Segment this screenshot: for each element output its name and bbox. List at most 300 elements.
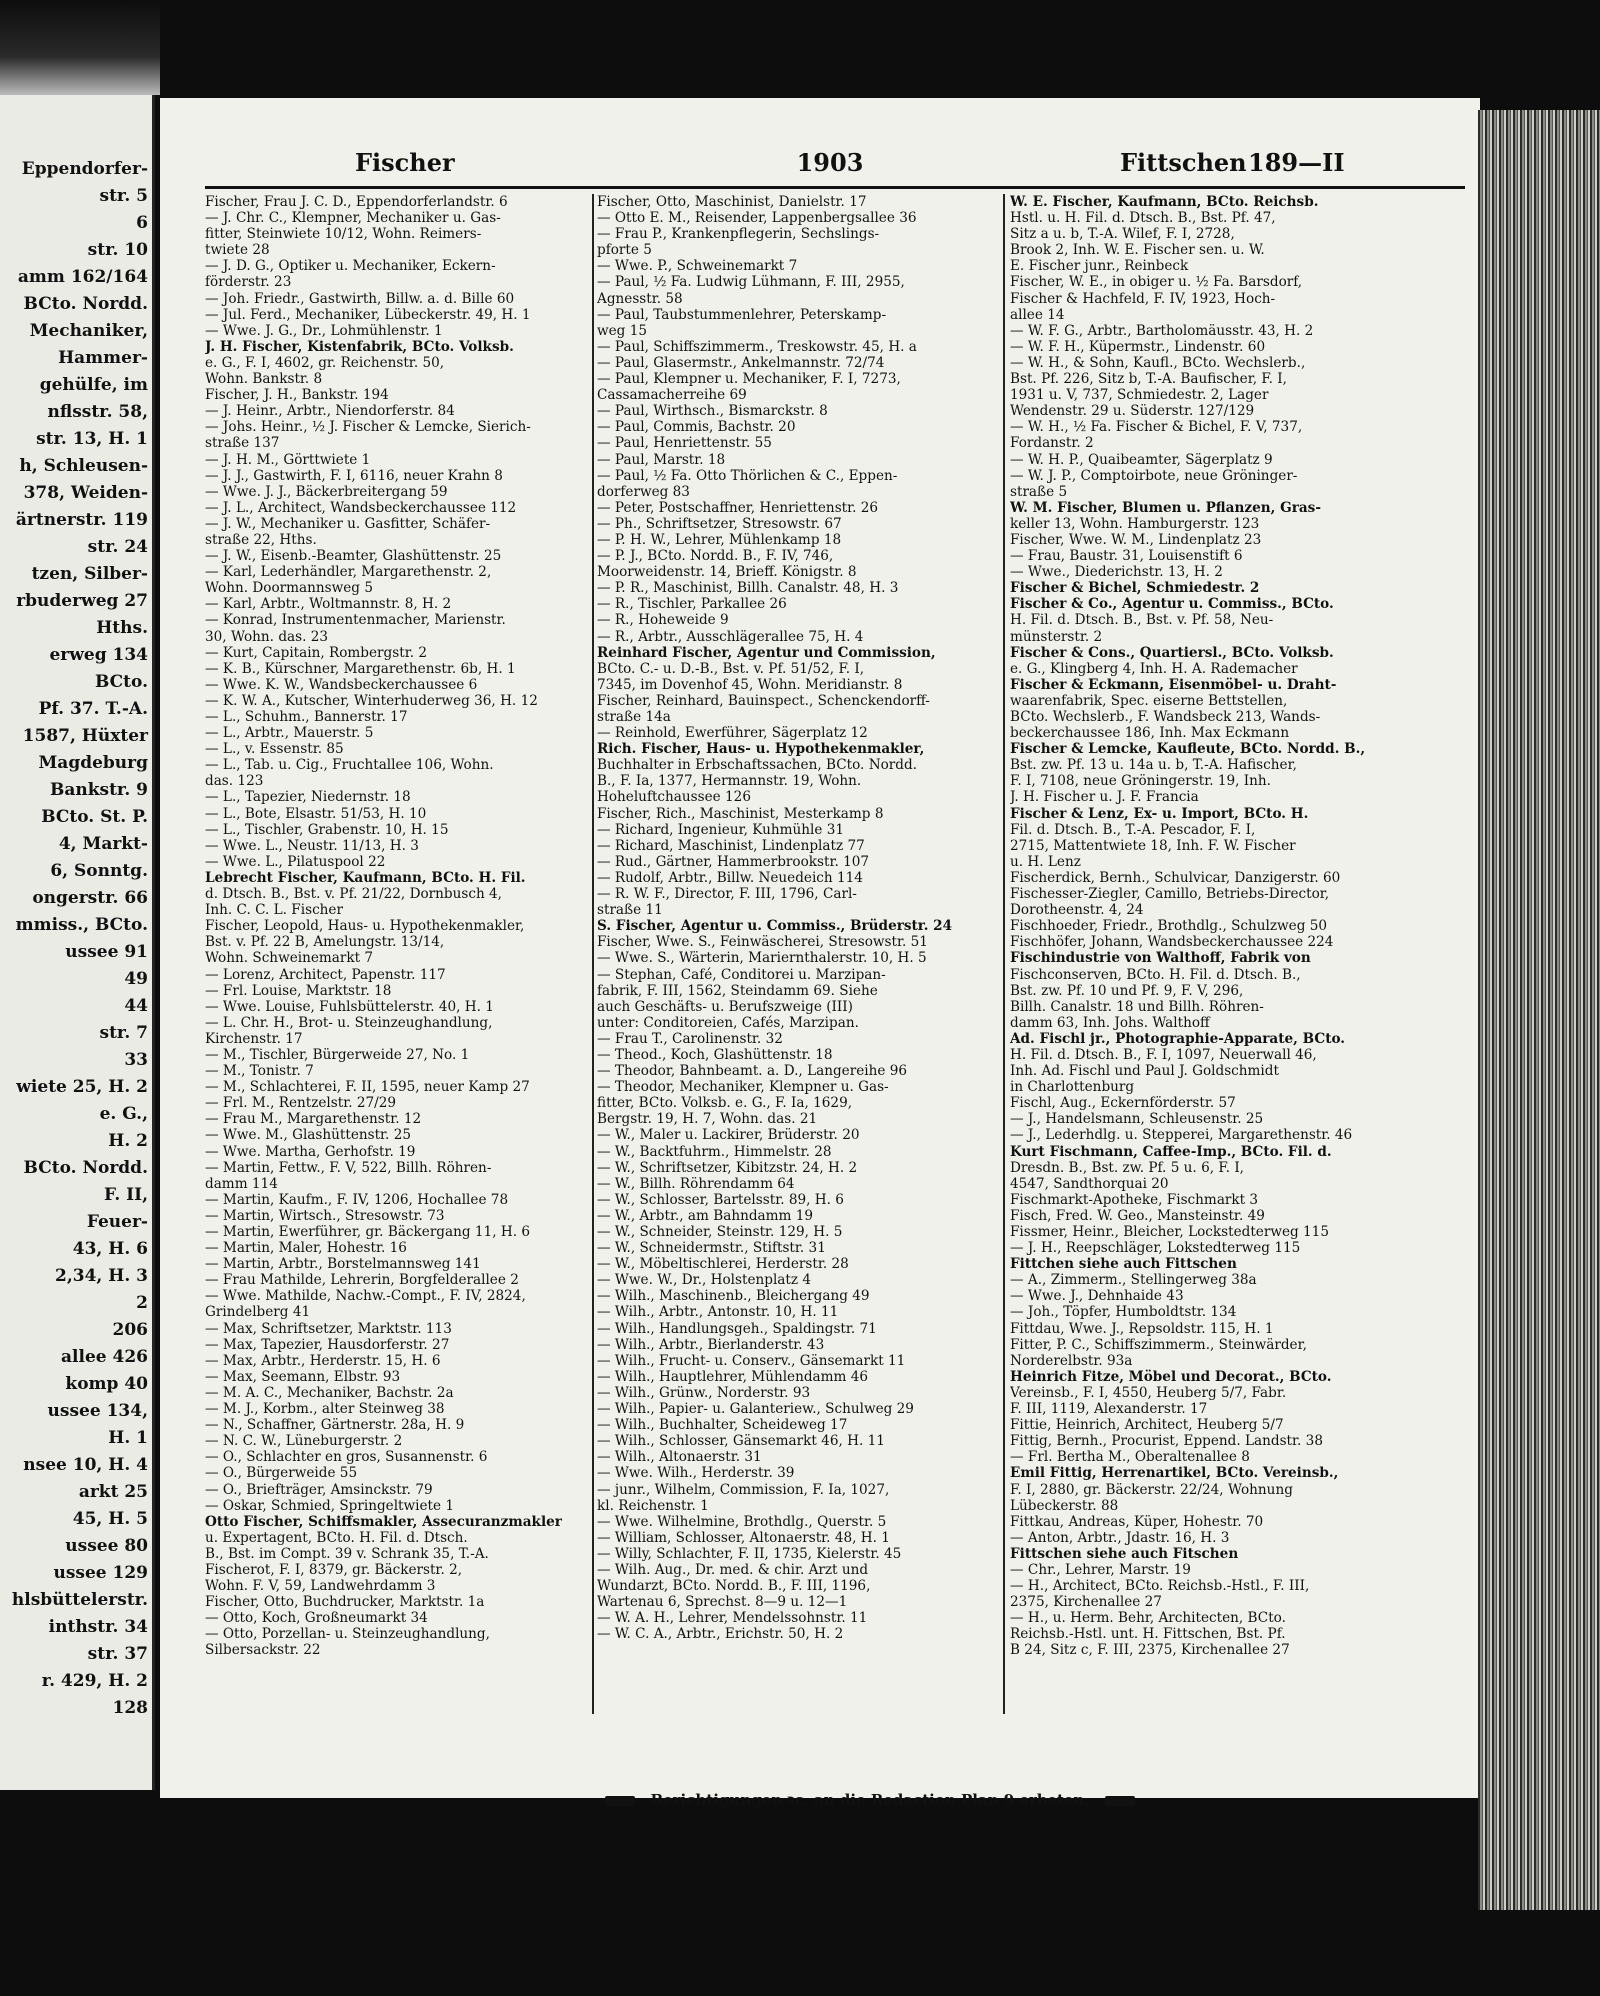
- directory-entry: — J. W., Eisenb.-Beamter, Glashüttenstr. 25: [205, 548, 502, 565]
- directory-entry: — Konrad, Instrumentenmacher, Marienstr.: [205, 612, 506, 629]
- footer-note: Berichtigungen ꝛc. an die Redaction Plan 9 erbeten.: [650, 1791, 1090, 1809]
- directory-entry: — Reinhold, Ewerführer, Sägerplatz 12: [597, 725, 868, 742]
- directory-entry: d. Dtsch. B., Bst. v. Pf. 21/22, Dornbusch 4,: [205, 886, 503, 903]
- directory-entry: W. M. Fischer, Blumen u. Pflanzen, Gras-: [1010, 499, 1321, 516]
- directory-entry: Fittie, Heinrich, Architect, Heuberg 5/7: [1010, 1417, 1284, 1434]
- left-page-line: inthstr. 34: [48, 1617, 148, 1637]
- directory-entry: — R. W. F., Director, F. III, 1796, Carl-: [597, 886, 857, 903]
- directory-entry: waarenfabrik, Spec. eiserne Bettstellen,: [1010, 692, 1288, 709]
- directory-entry: das. 123: [205, 773, 264, 790]
- directory-entry: — W., Arbtr., am Bahndamm 19: [597, 1207, 814, 1224]
- left-page-line: nsee 10, H. 4: [23, 1455, 148, 1475]
- directory-entry: — Theodor, Bahnbeamt. a. D., Langereihe 96: [597, 1063, 908, 1080]
- directory-entry: — Martin, Arbtr., Borstelmannsweg 141: [205, 1256, 481, 1273]
- book-edge: [1478, 110, 1600, 1910]
- pointing-hand-icon: [1105, 1796, 1135, 1806]
- left-page-line: Pf. 37. T.-A.: [38, 699, 148, 719]
- directory-entry: — Max, Seemann, Elbstr. 93: [205, 1368, 401, 1385]
- directory-entry: — Wwe. J. J., Bäckerbreitergang 59: [205, 483, 448, 500]
- left-page-line: 4, Markt-: [58, 834, 148, 854]
- directory-entry: unter: Conditoreien, Cafés, Marzipan.: [597, 1014, 859, 1031]
- directory-entry: weg 15: [597, 322, 648, 339]
- header-rule: [205, 186, 1465, 189]
- header-left-headword: Fischer: [355, 148, 455, 177]
- directory-entry: — Frl. Bertha M., Oberaltenallee 8: [1010, 1449, 1250, 1466]
- directory-entry: — R., Arbtr., Ausschlägerallee 75, H. 4: [597, 628, 864, 645]
- directory-entry: — M., Tonistr. 7: [205, 1063, 314, 1080]
- left-page-line: BCto. Nordd.: [23, 294, 148, 314]
- directory-entry: Hstl. u. H. Fil. d. Dtsch. B., Bst. Pf. 47,: [1010, 210, 1276, 227]
- directory-entry: Fischer, Reinhard, Bauinspect., Schenckendorff-: [597, 692, 930, 709]
- left-page-line: 44: [124, 996, 148, 1016]
- directory-entry: Ad. Fischl jr., Photographie-Apparate, BCto.: [1010, 1030, 1346, 1047]
- directory-entry: Otto Fischer, Schiffsmakler, Assecuranzmakler: [205, 1513, 562, 1530]
- directory-entry: Lübeckerstr. 88: [1010, 1497, 1119, 1514]
- left-page-line: F. II,: [103, 1185, 148, 1205]
- directory-entry: — Wwe. J., Dehnhaide 43: [1010, 1288, 1184, 1305]
- directory-entry: — J. H., Reepschläger, Lokstedterweg 115: [1010, 1240, 1301, 1257]
- directory-entry: — Karl, Lederhändler, Margarethenstr. 2,: [205, 564, 492, 581]
- left-page-line: BCto. Nordd.: [23, 1158, 148, 1178]
- directory-entry: Wendenstr. 29 u. Süderstr. 127/129: [1010, 403, 1255, 420]
- directory-entry: — J. H. M., Görttwiete 1: [205, 451, 371, 468]
- directory-entry: — Frau Mathilde, Lehrerin, Borgfelderallee 2: [205, 1272, 519, 1289]
- directory-entry: — William, Schlosser, Altonaerstr. 48, H. 1: [597, 1529, 890, 1546]
- directory-entry: — Wwe. Louise, Fuhlsbüttelerstr. 40, H. 1: [205, 998, 494, 1015]
- directory-entry: B., F. Ia, 1377, Hermannstr. 19, Wohn.: [597, 773, 862, 790]
- left-page-line: 128: [112, 1698, 148, 1718]
- directory-entry: Billh. Canalstr. 18 und Billh. Röhren-: [1010, 998, 1264, 1015]
- directory-entry: Reichsb.-Hstl. unt. H. Fittschen, Bst. Pf.: [1010, 1626, 1286, 1643]
- directory-entry: — Martin, Maler, Hohestr. 16: [205, 1240, 407, 1257]
- directory-entry: Bst. zw. Pf. 10 und Pf. 9, F. V, 296,: [1010, 982, 1244, 999]
- directory-entry: — Rud., Gärtner, Hammerbrookstr. 107: [597, 853, 870, 870]
- directory-entry: Fischer & Eckmann, Eisenmöbel- u. Draht-: [1010, 676, 1337, 693]
- left-page-line: str. 37: [87, 1644, 148, 1664]
- directory-entry: pforte 5: [597, 242, 652, 259]
- left-page-line: 378, Weiden-: [23, 483, 148, 503]
- directory-entry: — L. Chr. H., Brot- u. Steinzeughandlung,: [205, 1014, 493, 1031]
- left-page-line: hlsbüttelerstr.: [11, 1590, 148, 1610]
- directory-entry: in Charlottenburg: [1010, 1079, 1135, 1096]
- directory-entry: — Karl, Arbtr., Woltmannstr. 8, H. 2: [205, 596, 452, 613]
- left-page-line: Eppendorfer-: [21, 159, 148, 179]
- directory-entry: Fischer, W. E., in obiger u. ½ Fa. Barsdorf,: [1010, 274, 1303, 291]
- directory-entry: — junr., Wilhelm, Commission, F. Ia, 1027,: [597, 1481, 890, 1498]
- directory-entry: Agnesstr. 58: [597, 290, 683, 307]
- directory-entry: — J. W., Mechaniker u. Gasfitter, Schäfer-: [205, 515, 491, 532]
- left-page-line: e. G.,: [99, 1104, 148, 1124]
- directory-entry: — Wilh., Frucht- u. Conserv., Gänsemarkt 11: [597, 1352, 906, 1369]
- directory-entry: — Anton, Arbtr., Jdastr. 16, H. 3: [1010, 1529, 1230, 1546]
- directory-entry: straße 137: [205, 435, 280, 452]
- directory-entry: J. H. Fischer, Kistenfabrik, BCto. Volksb.: [205, 338, 514, 355]
- directory-entry: — Paul, Taubstummenlehrer, Peterskamp-: [597, 306, 887, 323]
- directory-entry: 2715, Mattentwiete 18, Inh. F. W. Fischer: [1010, 837, 1296, 854]
- directory-entry: — Wwe. P., Schweinemarkt 7: [597, 258, 798, 275]
- directory-entry: — Martin, Fettw., F. V, 522, Billh. Röhren-: [205, 1159, 492, 1176]
- left-page-line: ärtnerstr. 119: [15, 510, 148, 530]
- directory-entry: 30, Wohn. das. 23: [205, 628, 329, 645]
- directory-entry: — Wwe. S., Wärterin, Mariernthalerstr. 10, H. 5: [597, 950, 927, 967]
- directory-entry: — R., Tischler, Parkallee 26: [597, 596, 787, 613]
- directory-entry: — Wilh., Grünw., Norderstr. 93: [597, 1384, 811, 1401]
- directory-entry: — Wilh., Papier- u. Galanteriew., Schulweg 29: [597, 1401, 914, 1418]
- directory-entry: — W. H., & Sohn, Kaufl., BCto. Wechslerb.,: [1010, 354, 1306, 371]
- left-page-line: Magdeburg: [38, 753, 148, 773]
- directory-entry: Fischhoeder, Friedr., Brothdlg., Schulzweg 50: [1010, 918, 1328, 935]
- left-page-line: str. 13, H. 1: [36, 429, 148, 449]
- page-footer: [370, 1790, 1370, 1810]
- directory-entry: Fittig, Bernh., Procurist, Eppend. Landstr. 38: [1010, 1433, 1323, 1450]
- directory-entry: — Richard, Maschinist, Lindenplatz 77: [597, 837, 865, 854]
- left-page-line: BCto.: [94, 672, 148, 692]
- directory-entry: — Wwe. Wilhelmine, Brothdlg., Querstr. 5: [597, 1513, 887, 1530]
- directory-entry: — Richard, Ingenieur, Kuhmühle 31: [597, 821, 845, 838]
- left-page-line: BCto. St. P.: [41, 807, 148, 827]
- directory-entry: Brook 2, Inh. W. E. Fischer sen. u. W.: [1010, 242, 1265, 259]
- left-page-line: amm 162/164: [17, 267, 148, 287]
- directory-entry: B 24, Sitz c, F. III, 2375, Kirchenallee 27: [1010, 1642, 1290, 1659]
- directory-entry: — Lorenz, Architect, Papenstr. 117: [205, 966, 446, 983]
- directory-entry: beckerchaussee 186, Inh. Max Eckmann: [1010, 725, 1290, 742]
- left-page-line: tzen, Silber-: [31, 564, 148, 584]
- directory-entry: — Frl. M., Rentzelstr. 27/29: [205, 1095, 397, 1112]
- directory-entry: fabrik, F. III, 1562, Steindamm 69. Siehe: [597, 982, 878, 999]
- directory-entry: — Paul, Klempner u. Mechaniker, F. I, 7273,: [597, 371, 901, 388]
- directory-entry: — H., Architect, BCto. Reichsb.-Hstl., F. III,: [1010, 1578, 1310, 1595]
- column-divider: [592, 194, 594, 1714]
- directory-entry: Fischer, Wwe. S., Feinwäscherei, Stresowstr. 51: [597, 934, 928, 951]
- directory-entry: 2375, Kirchenallee 27: [1010, 1594, 1162, 1611]
- directory-entry: Fischer, Leopold, Haus- u. Hypothekenmakler,: [205, 918, 525, 935]
- column-divider: [1003, 194, 1005, 1714]
- left-page-line: wiete 25, H. 2: [16, 1077, 148, 1097]
- directory-entry: — J. Chr. C., Klempner, Mechaniker u. Gas-: [205, 210, 501, 227]
- directory-entry: Fischerdick, Bernh., Schulvicar, Danzigerstr. 60: [1010, 869, 1341, 886]
- directory-entry: Fissmer, Heinr., Bleicher, Lockstedterweg 115: [1010, 1224, 1329, 1240]
- left-page-line: 206: [112, 1320, 148, 1340]
- directory-entry: — Wwe. M., Glashüttenstr. 25: [205, 1127, 411, 1144]
- column-1: [205, 194, 605, 1714]
- directory-entry: — K. B., Kürschner, Margarethenstr. 6b, H. 1: [205, 660, 516, 677]
- left-page-line: erweg 134: [49, 645, 148, 665]
- directory-entry: Fittkau, Andreas, Küper, Hohestr. 70: [1010, 1513, 1264, 1530]
- directory-entry: — L., Tab. u. Cig., Fruchtallee 106, Wohn.: [205, 757, 494, 774]
- directory-entry: — Frau, Baustr. 31, Louisenstift 6: [1010, 548, 1243, 565]
- directory-entry: e. G., F. I, 4602, gr. Reichenstr. 50,: [205, 354, 445, 371]
- left-page-line: str. 10: [87, 240, 148, 260]
- header-year: 1903: [796, 148, 864, 177]
- directory-entry: — Wwe. L., Pilatuspool 22: [205, 853, 386, 870]
- directory-entry: J. H. Fischer u. J. F. Francia: [1010, 789, 1199, 806]
- left-page-line: ussee 134,: [47, 1401, 148, 1421]
- directory-entry: — Wwe. J. G., Dr., Lohmühlenstr. 1: [205, 322, 443, 339]
- left-page-line: Feuer-: [86, 1212, 148, 1232]
- directory-entry: Fischer, Rich., Maschinist, Mesterkamp 8: [597, 805, 884, 822]
- directory-entry: u. Expertagent, BCto. H. Fil. d. Dtsch.: [205, 1529, 468, 1546]
- directory-entry: — Max, Schriftsetzer, Marktstr. 113: [205, 1320, 452, 1337]
- directory-entry: — J., Handelsmann, Schleusenstr. 25: [1010, 1111, 1264, 1128]
- directory-entry: Fischer, Otto, Buchdrucker, Marktstr. 1a: [205, 1594, 485, 1611]
- directory-entry: u. H. Lenz: [1010, 853, 1081, 870]
- directory-entry: Grindelberg 41: [205, 1304, 311, 1321]
- directory-entry: Fischer & Hachfeld, F. IV, 1923, Hoch-: [1010, 290, 1276, 307]
- directory-entry: Bst. zw. Pf. 13 u. 14a u. b, T.-A. Hafischer,: [1010, 757, 1297, 774]
- directory-entry: kl. Reichenstr. 1: [597, 1497, 709, 1514]
- directory-entry: straße 11: [597, 902, 663, 919]
- directory-entry: — L., Arbtr., Mauerstr. 5: [205, 725, 374, 742]
- directory-entry: Bst. Pf. 226, Sitz b, T.-A. Baufischer, F. I,: [1010, 371, 1287, 388]
- left-page-line: 1587, Hüxter: [22, 726, 148, 746]
- left-page-line: 6, Sonntg.: [50, 861, 148, 881]
- directory-entry: förderstr. 23: [205, 274, 292, 291]
- directory-entry: 4547, Sandthorquai 20: [1010, 1175, 1169, 1192]
- directory-entry: Cassamacherreihe 69: [597, 387, 747, 404]
- directory-entry: — Oskar, Schmied, Springeltwiete 1: [205, 1497, 455, 1514]
- directory-entry: — Paul, Commis, Bachstr. 20: [597, 419, 796, 436]
- column-2: [597, 194, 989, 1714]
- directory-entry: straße 14a: [597, 709, 671, 725]
- directory-entry: — W., Maler u. Lackirer, Brüderstr. 20: [597, 1127, 860, 1144]
- directory-entry: — Frau P., Krankenpflegerin, Sechslings-: [597, 226, 880, 243]
- directory-entry: — W. C. A., Arbtr., Erichstr. 50, H. 2: [597, 1626, 844, 1643]
- directory-entry: — Frau M., Margarethenstr. 12: [205, 1111, 422, 1128]
- column-3: [1010, 194, 1420, 1714]
- directory-entry: — W., Schlosser, Bartelsstr. 89, H. 6: [597, 1191, 844, 1208]
- directory-entry: Heinrich Fitze, Möbel und Decorat., BCto.: [1010, 1368, 1332, 1385]
- directory-entry: — J. L., Architect, Wandsbeckerchaussee 112: [205, 499, 517, 516]
- directory-entry: — M. J., Korbm., alter Steinweg 38: [205, 1401, 445, 1418]
- directory-entry: — Wilh., Schlosser, Gänsemarkt 46, H. 11: [597, 1433, 885, 1450]
- directory-entry: — Wwe. Martha, Gerhofstr. 19: [205, 1143, 416, 1160]
- left-page-line: ussee 129: [53, 1563, 148, 1583]
- left-page-line: 43, H. 6: [72, 1239, 148, 1259]
- directory-entry: Fischerot, F. I, 8379, gr. Bäckerstr. 2,: [205, 1561, 463, 1578]
- directory-entry: Fischconserven, BCto. H. Fil. d. Dtsch. B.,: [1010, 966, 1301, 983]
- directory-entry: — Wilh. Aug., Dr. med. & chir. Arzt und: [597, 1561, 869, 1578]
- left-page-line: 2: [136, 1293, 148, 1313]
- directory-entry: Fischer & Co., Agentur u. Commiss., BCto.: [1010, 596, 1334, 613]
- directory-entry: Fischl, Aug., Eckernförderstr. 57: [1010, 1095, 1236, 1112]
- directory-entry: — W., Schneidermstr., Stiftstr. 31: [597, 1240, 826, 1257]
- left-page-line: h, Schleusen-: [19, 456, 148, 476]
- directory-entry: BCto. Wechslerb., F. Wandsbeck 213, Wands-: [1010, 709, 1321, 725]
- directory-entry: — R., Hoheweide 9: [597, 612, 729, 629]
- directory-entry: fitter, BCto. Volksb. e. G., F. Ia, 1629,: [597, 1095, 853, 1112]
- directory-entry: Fisch, Fred. W. Geo., Mansteinstr. 49: [1010, 1207, 1265, 1224]
- directory-entry: — Wilh., Arbtr., Antonstr. 10, H. 11: [597, 1304, 839, 1321]
- directory-entry: — W. F. H., Küpermstr., Lindenstr. 60: [1010, 338, 1266, 355]
- directory-entry: — Wwe. Mathilde, Nachw.-Compt., F. IV, 2824,: [205, 1288, 526, 1305]
- directory-entry: — P. J., BCto. Nordd. B., F. IV, 746,: [597, 548, 834, 565]
- directory-entry: F. III, 1119, Alexanderstr. 17: [1010, 1401, 1208, 1418]
- directory-entry: — L., Tischler, Grabenstr. 10, H. 15: [205, 821, 449, 838]
- directory-entry: Buchhalter in Erbschaftssachen, BCto. Nordd.: [597, 757, 917, 774]
- directory-entry: E. Fischer junr., Reinbeck: [1010, 258, 1189, 275]
- directory-entry: — Wwe. Wilh., Herderstr. 39: [597, 1465, 795, 1482]
- directory-entry: Fordanstr. 2: [1010, 435, 1094, 452]
- directory-entry: fitter, Steinwiete 10/12, Wohn. Reimers-: [205, 226, 482, 243]
- directory-entry: Norderelbstr. 93a: [1010, 1352, 1133, 1369]
- directory-entry: — J., Lederhdlg. u. Stepperei, Margarethenstr. 46: [1010, 1127, 1353, 1144]
- directory-entry: — M. A. C., Mechaniker, Bachstr. 2a: [205, 1384, 454, 1401]
- directory-entry: Fitter, P. C., Schiffszimmerm., Steinwärder,: [1010, 1336, 1307, 1353]
- directory-entry: — Wwe., Diederichstr. 13, H. 2: [1010, 564, 1223, 581]
- directory-entry: W. E. Fischer, Kaufmann, BCto. Reichsb.: [1010, 194, 1319, 210]
- directory-entry: — Frl. Louise, Marktstr. 18: [205, 982, 392, 999]
- directory-entry: — A., Zimmerm., Stellingerweg 38a: [1010, 1272, 1257, 1289]
- directory-entry: — Wilh., Handlungsgeh., Spaldingstr. 71: [597, 1320, 877, 1337]
- directory-entry: Dresdn. B., Bst. zw. Pf. 5 u. 6, F. I,: [1010, 1159, 1245, 1176]
- directory-entry: Fischmarkt-Apotheke, Fischmarkt 3: [1010, 1191, 1259, 1208]
- directory-entry: allee 14: [1010, 306, 1065, 323]
- directory-entry: Fischer, Frau J. C. D., Eppendorferlandstr. 6: [205, 194, 508, 210]
- directory-entry: — Martin, Ewerführer, gr. Bäckergang 11, H. 6: [205, 1224, 530, 1240]
- directory-entry: münsterstr. 2: [1010, 628, 1103, 645]
- directory-entry: Fischhöfer, Johann, Wandsbeckerchaussee 224: [1010, 934, 1334, 951]
- directory-entry: Inh. C. C. L. Fischer: [205, 902, 343, 919]
- directory-entry: Wundarzt, BCto. Nordd. B., F. III, 1196,: [597, 1578, 871, 1595]
- directory-entry: — M., Schlachterei, F. II, 1595, neuer Kamp 27: [205, 1079, 530, 1096]
- directory-entry: — Peter, Postschaffner, Henriettenstr. 26: [597, 499, 879, 516]
- left-page-line: ussee 80: [65, 1536, 148, 1556]
- left-page-fragment: [0, 95, 155, 1790]
- directory-entry: — W., Schneider, Steinstr. 129, H. 5: [597, 1224, 843, 1240]
- directory-entry: — Wilh., Buchhalter, Scheideweg 17: [597, 1417, 848, 1434]
- directory-entry: B., Bst. im Compt. 39 v. Schrank 35, T.-A.: [205, 1545, 489, 1562]
- directory-entry: Fischer & Cons., Quartiersl., BCto. Volksb.: [1010, 644, 1334, 661]
- left-page-line: gehülfe, im: [39, 375, 148, 395]
- directory-entry: — Wwe. W., Dr., Holstenplatz 4: [597, 1272, 812, 1289]
- directory-entry: — Paul, ½ Fa. Otto Thörlichen & C., Eppen-: [597, 467, 898, 484]
- directory-entry: — O., Schlachter en gros, Susannenstr. 6: [205, 1449, 488, 1466]
- directory-entry: — Paul, Glasermstr., Ankelmannstr. 72/74: [597, 354, 885, 371]
- directory-entry: Silbersackstr. 22: [205, 1642, 321, 1659]
- left-page-line: 33: [124, 1050, 148, 1070]
- directory-entry: Emil Fittig, Herrenartikel, BCto. Vereinsb.,: [1010, 1465, 1339, 1482]
- directory-entry: damm 63, Inh. Johs. Walthoff: [1010, 1014, 1210, 1031]
- directory-entry: Bergstr. 19, H. 7, Wohn. das. 21: [597, 1111, 818, 1128]
- directory-entry: — Wwe. L., Neustr. 11/13, H. 3: [205, 837, 419, 854]
- directory-entry: straße 22, Hths.: [205, 531, 317, 548]
- directory-entry: — Otto, Koch, Großneumarkt 34: [205, 1610, 428, 1627]
- directory-entry: Fittdau, Wwe. J., Repsoldstr. 115, H. 1: [1010, 1320, 1274, 1337]
- header-right-headword: Fittschen: [1120, 148, 1247, 177]
- left-page-line: Hammer-: [58, 348, 148, 368]
- scan-background: [0, 0, 1600, 95]
- directory-entry: Dorotheenstr. 4, 24: [1010, 902, 1144, 919]
- directory-entry: — N., Schaffner, Gärtnerstr. 28a, H. 9: [205, 1417, 465, 1434]
- left-page-line: H. 2: [108, 1131, 148, 1151]
- directory-entry: — Paul, ½ Fa. Ludwig Lühmann, F. III, 2955,: [597, 274, 905, 291]
- directory-entry: Moorweidenstr. 14, Brieff. Königstr. 8: [597, 564, 857, 581]
- left-page-line: Mechaniker,: [29, 321, 148, 341]
- directory-entry: Hoheluftchaussee 126: [597, 789, 751, 806]
- directory-entry: e. G., Klingberg 4, Inh. H. A. Rademacher: [1010, 660, 1298, 677]
- directory-entry: — Joh. Friedr., Gastwirth, Billw. a. d. Bille 60: [205, 290, 515, 307]
- directory-entry: — W. F. G., Arbtr., Bartholomäusstr. 43, H. 2: [1010, 322, 1314, 339]
- directory-entry: — W. H., ½ Fa. Fischer & Bichel, F. V, 737,: [1010, 419, 1303, 436]
- directory-entry: — K. W. A., Kutscher, Winterhuderweg 36, H. 12: [205, 692, 538, 709]
- directory-entry: — Joh., Töpfer, Humboldtstr. 134: [1010, 1304, 1237, 1321]
- directory-entry: Fittchen siehe auch Fittschen: [1010, 1256, 1237, 1273]
- directory-entry: — Paul, Schiffszimmerm., Treskowstr. 45, H. a: [597, 338, 917, 355]
- directory-entry: — L., Schuhm., Bannerstr. 17: [205, 709, 408, 725]
- directory-entry: — W., Billh. Röhrendamm 64: [597, 1175, 795, 1192]
- directory-entry: — Martin, Wirtsch., Stresowstr. 73: [205, 1207, 445, 1224]
- directory-entry: — Wilh., Hauptlehrer, Mühlendamm 46: [597, 1368, 869, 1385]
- directory-entry: Reinhard Fischer, Agentur und Commission,: [597, 644, 936, 661]
- directory-entry: Fischer, Otto, Maschinist, Danielstr. 17: [597, 194, 867, 210]
- left-page-line: str. 24: [87, 537, 148, 557]
- directory-entry: Bst. v. Pf. 22 B, Amelungstr. 13/14,: [205, 934, 445, 951]
- directory-entry: — Martin, Kaufm., F. IV, 1206, Hochallee 78: [205, 1191, 509, 1208]
- directory-entry: Wohn. Doormannsweg 5: [205, 580, 373, 597]
- directory-entry: — Theodor, Mechaniker, Klempner u. Gas-: [597, 1079, 889, 1096]
- left-page-line: H. 1: [108, 1428, 148, 1448]
- left-page-line: str. 7: [99, 1023, 148, 1043]
- directory-entry: Fischer, J. H., Bankstr. 194: [205, 387, 389, 404]
- directory-entry: S. Fischer, Agentur u. Commiss., Brüderstr. 24: [597, 918, 953, 935]
- directory-entry: — W. H. P., Quaibeamter, Sägerplatz 9: [1010, 451, 1273, 468]
- left-page-line: Bankstr. 9: [49, 780, 148, 800]
- directory-entry: — O., Briefträger, Amsinckstr. 79: [205, 1481, 433, 1498]
- directory-entry: Vereinsb., F. I, 4550, Heuberg 5/7, Fabr.: [1010, 1384, 1287, 1401]
- directory-entry: — Willy, Schlachter, F. II, 1735, Kielerstr. 45: [597, 1545, 902, 1562]
- directory-entry: — W., Schriftsetzer, Kibitzstr. 24, H. 2: [597, 1159, 858, 1176]
- directory-entry: dorferweg 83: [597, 483, 690, 500]
- directory-entry: F. I, 2880, gr. Bäckerstr. 22/24, Wohnung: [1010, 1481, 1293, 1498]
- directory-entry: — J. J., Gastwirth, F. I, 6116, neuer Krahn 8: [205, 467, 503, 484]
- directory-entry: straße 5: [1010, 483, 1068, 500]
- directory-entry: — Frau T., Carolinenstr. 32: [597, 1030, 783, 1047]
- directory-entry: Fischesser-Ziegler, Camillo, Betriebs-Director,: [1010, 886, 1330, 903]
- directory-entry: H. Fil. d. Dtsch. B., Bst. v. Pf. 58, Neu-: [1010, 612, 1274, 629]
- directory-entry: Inh. Ad. Fischl und Paul J. Goldschmidt: [1010, 1063, 1279, 1080]
- directory-entry: — L., Bote, Elsastr. 51/53, H. 10: [205, 805, 427, 822]
- directory-entry: — P. H. W., Lehrer, Mühlenkamp 18: [597, 531, 842, 548]
- directory-entry: Fischer, Wwe. W. M., Lindenplatz 23: [1010, 531, 1262, 548]
- directory-entry: — Max, Tapezier, Hausdorferstr. 27: [205, 1336, 450, 1353]
- left-page-line: rbuderweg 27: [16, 591, 148, 611]
- directory-entry: — Jul. Ferd., Mechaniker, Lübeckerstr. 49, H. 1: [205, 306, 531, 323]
- directory-entry: — Ph., Schriftsetzer, Stresowstr. 67: [597, 515, 842, 532]
- directory-entry: — Wilh., Altonaerstr. 31: [597, 1449, 762, 1466]
- directory-entry: — Chr., Lehrer, Marstr. 19: [1010, 1561, 1191, 1578]
- directory-entry: H. Fil. d. Dtsch. B., F. I, 1097, Neuerwall 46,: [1010, 1046, 1317, 1063]
- directory-entry: — Paul, Wirthsch., Bismarckstr. 8: [597, 403, 828, 420]
- left-page-line: arkt 25: [78, 1482, 148, 1502]
- directory-entry: Fil. d. Dtsch. B., T.-A. Pescador, F. I,: [1010, 821, 1256, 838]
- directory-entry: — L., v. Essenstr. 85: [205, 741, 344, 758]
- directory-entry: Wohn. F. V, 59, Landwehrdamm 3: [205, 1578, 436, 1595]
- directory-entry: — W. A. H., Lehrer, Mendelssohnstr. 11: [597, 1610, 868, 1627]
- pointing-hand-icon: [605, 1796, 635, 1806]
- directory-entry: twiete 28: [205, 242, 270, 259]
- left-page-line: r. 429, H. 2: [41, 1671, 148, 1691]
- directory-entry: — P. R., Maschinist, Billh. Canalstr. 48, H. 3: [597, 580, 899, 597]
- directory-entry: keller 13, Wohn. Hamburgerstr. 123: [1010, 515, 1260, 532]
- directory-entry: — J. Heinr., Arbtr., Niendorferstr. 84: [205, 403, 455, 420]
- directory-entry: — Max, Arbtr., Herderstr. 15, H. 6: [205, 1352, 441, 1369]
- directory-entry: Fischer & Lenz, Ex- u. Import, BCto. H.: [1010, 805, 1309, 822]
- directory-entry: — Rudolf, Arbtr., Billw. Neuedeich 114: [597, 869, 863, 886]
- left-page-line: 6: [136, 213, 148, 233]
- directory-entry: — Kurt, Capitain, Rombergstr. 2: [205, 644, 427, 661]
- left-page-line: str. 5: [99, 186, 148, 206]
- directory-entry: — W., Möbeltischlerei, Herderstr. 28: [597, 1256, 849, 1273]
